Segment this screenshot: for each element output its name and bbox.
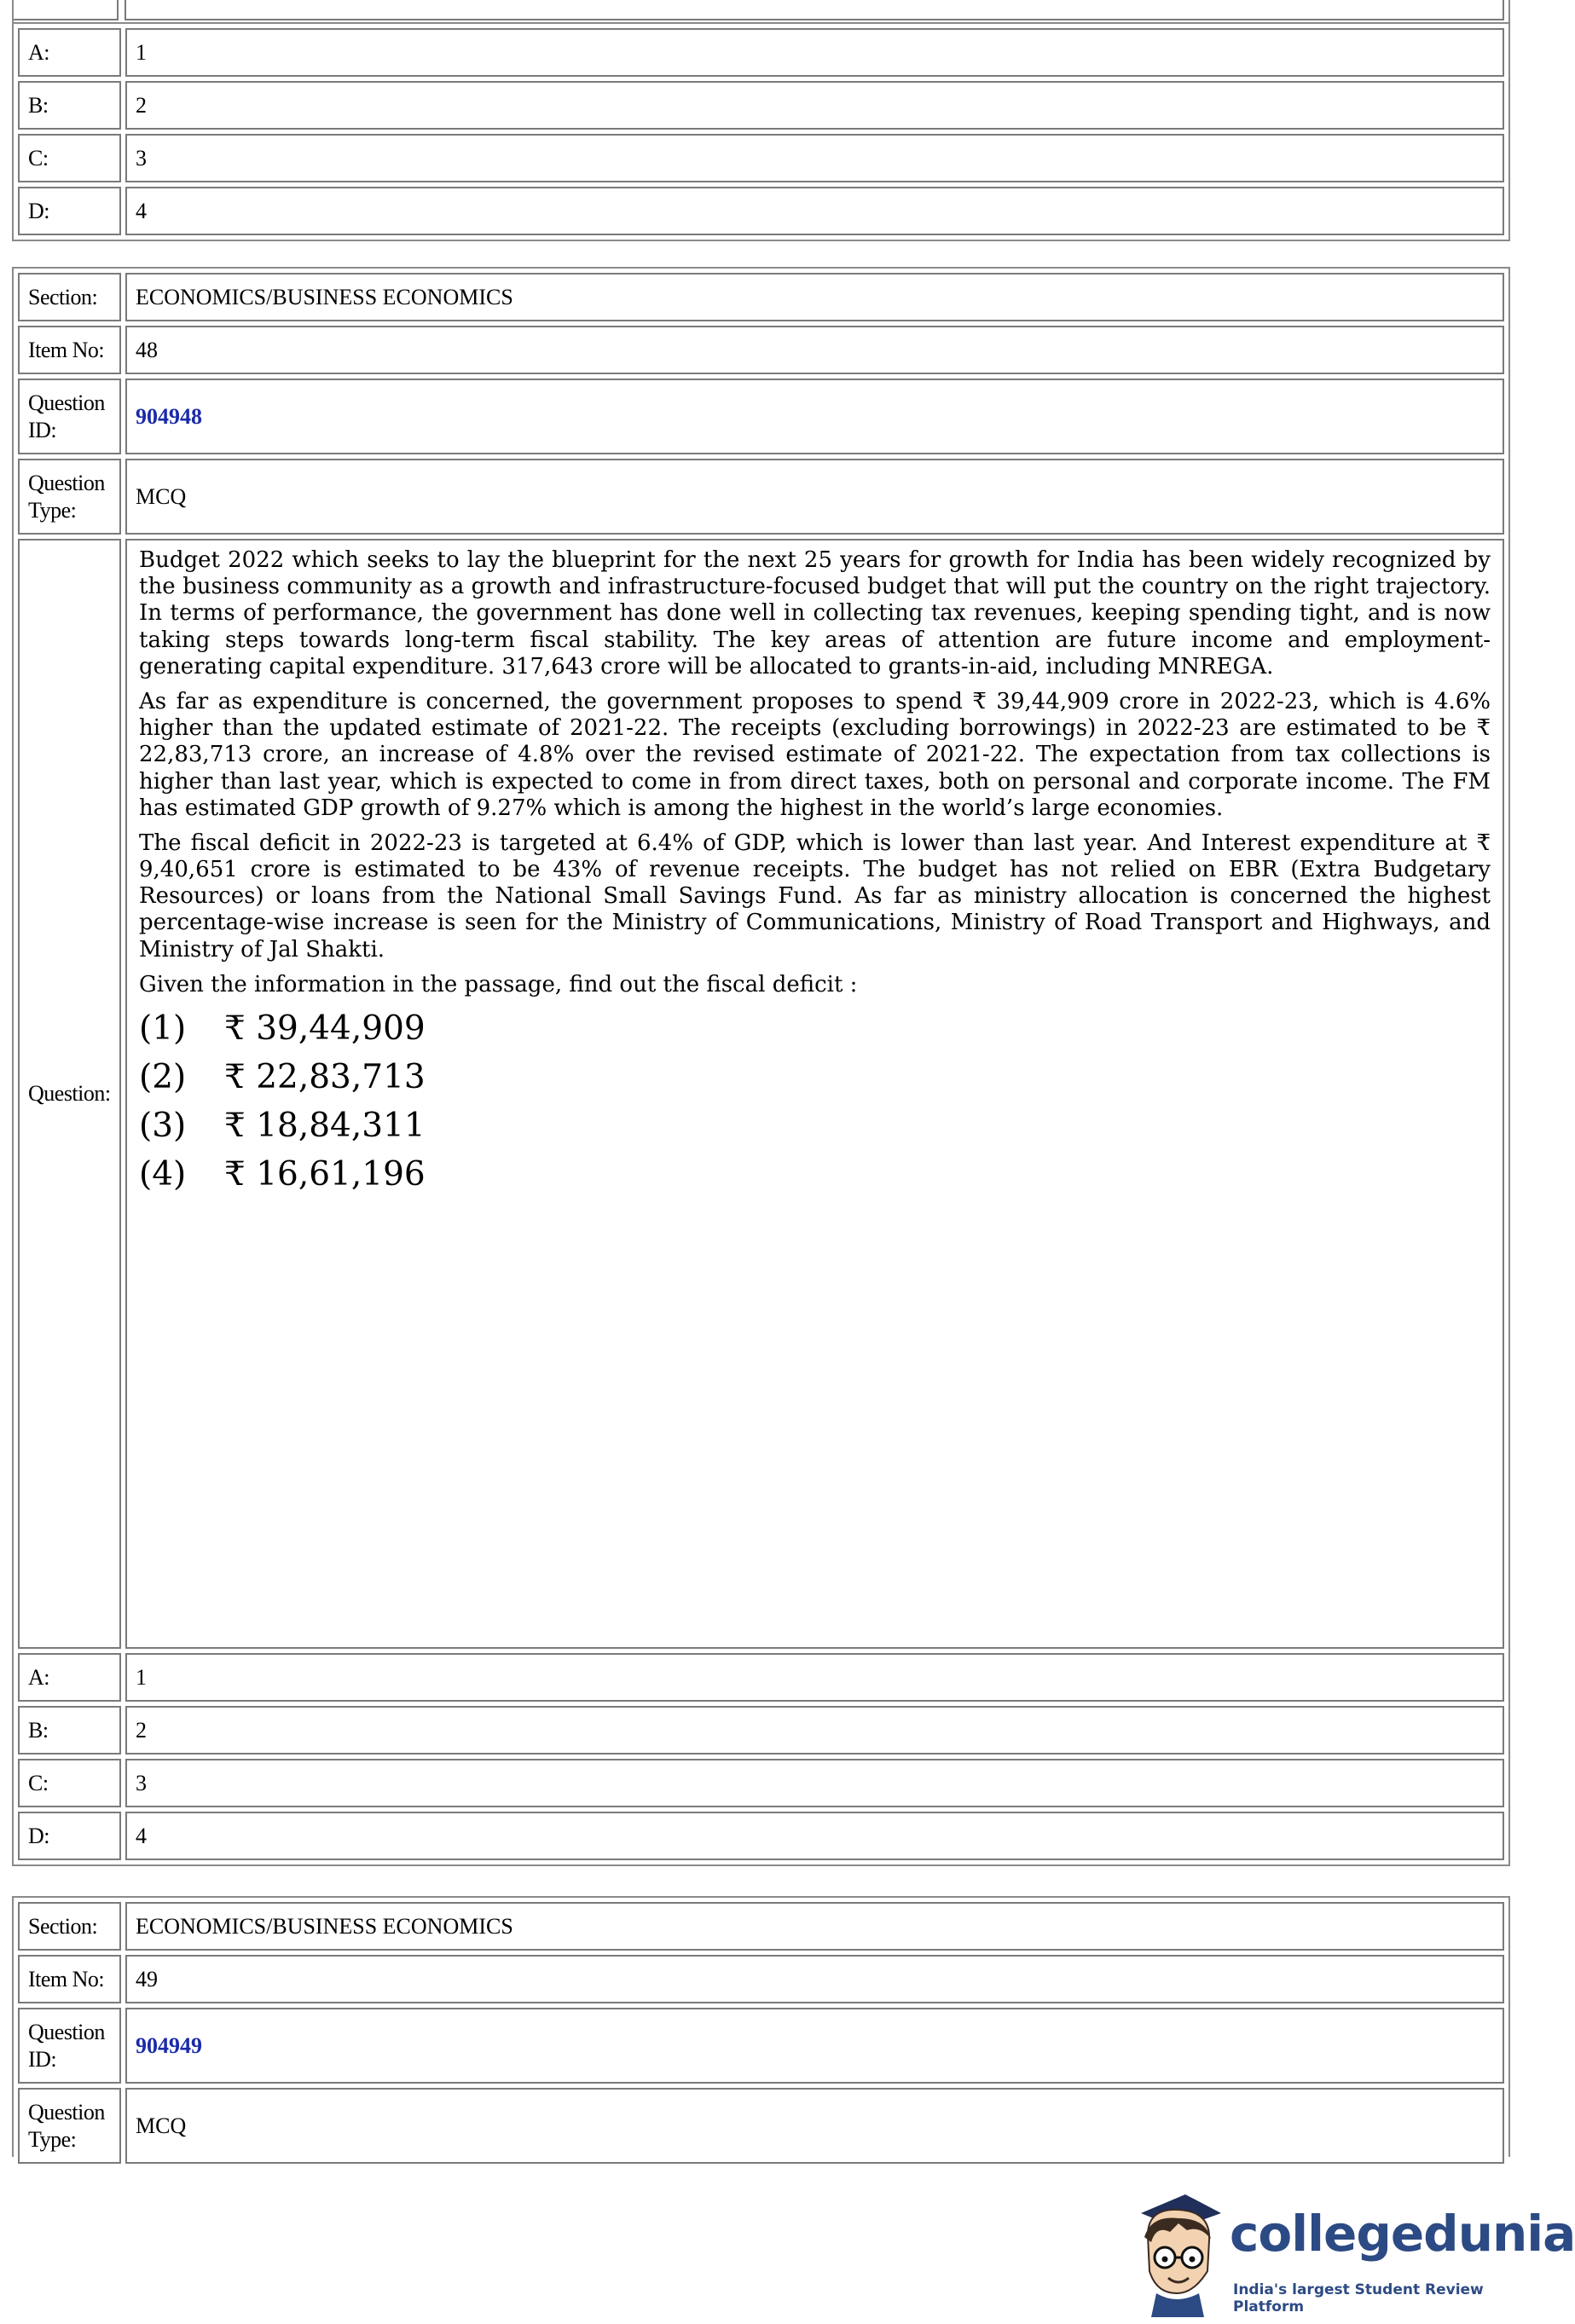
answer-d-value: 4 — [125, 1812, 1504, 1860]
question-type-label: Question Type: — [18, 459, 121, 535]
question-id-label: Question ID: — [18, 2008, 121, 2084]
answer-a-value: 1 — [125, 1653, 1504, 1702]
question-type-label: Question Type: — [18, 2088, 121, 2164]
answer-b-label: B: — [18, 1706, 121, 1755]
option-text: ₹ 39,44,909 — [224, 1009, 426, 1049]
question-id-label: Question ID: — [18, 379, 121, 454]
option-number: (3) — [139, 1107, 187, 1146]
option-item — [139, 1102, 1491, 1151]
item-no-label: Item No: — [18, 1955, 121, 2003]
answer-c-label: C: — [18, 1759, 121, 1807]
option-item — [139, 1151, 1491, 1200]
mascot-icon — [1126, 2189, 1228, 2317]
option-b-label: B: — [18, 81, 121, 130]
option-number: (1) — [139, 1009, 187, 1049]
answer-a-label: A: — [18, 1653, 121, 1702]
brand-name: collegedunia — [1230, 2205, 1575, 2263]
question-type-value: MCQ — [125, 2088, 1504, 2164]
brand-tagline: India's largest Student Review Platform — [1233, 2281, 1484, 2315]
option-c-value: 3 — [125, 134, 1504, 182]
option-text: ₹ 18,84,311 — [224, 1107, 426, 1146]
option-number: (4) — [139, 1155, 187, 1194]
option-d-value: 4 — [125, 187, 1504, 235]
collegedunia-logo — [1126, 2189, 1575, 2317]
option-d-label: D: — [18, 187, 121, 235]
item-no-value: 49 — [125, 1955, 1504, 2003]
section-value: ECONOMICS/BUSINESS ECONOMICS — [125, 1902, 1504, 1951]
question-label: Question: — [18, 539, 121, 1649]
option-a-value: 1 — [125, 28, 1504, 77]
question-49-block — [12, 1896, 1510, 2157]
question-id-value: 904949 — [125, 2008, 1504, 2084]
option-item — [139, 1054, 1491, 1102]
item-no-label: Item No: — [18, 326, 121, 374]
question-paragraph: Budget 2022 which seeks to lay the blueprint for the next 25 years for growth for India has been widely recognized by the business community as a growth and infrastructure-focused budget that will put the country on the right trajectory. In terms of performance, the government has done well in collecting tax revenues, keeping spending tight, and is now taking steps towards long-term fiscal stability. The key areas of attention are future income and employment-generating capital expenditure. 317,643 crore will be allocated to grants-in-aid, including MNREGA. — [139, 547, 1491, 679]
question-type-value: MCQ — [125, 459, 1504, 535]
previous-answers-block — [12, 22, 1510, 241]
option-c-label: C: — [18, 134, 121, 182]
option-text: ₹ 22,83,713 — [224, 1058, 426, 1097]
section-label: Section: — [18, 1902, 121, 1951]
question-id-value: 904948 — [125, 379, 1504, 454]
option-b-value: 2 — [125, 81, 1504, 130]
options-list — [139, 1005, 1491, 1200]
option-number: (2) — [139, 1058, 187, 1097]
item-no-value: 48 — [125, 326, 1504, 374]
question-48-block — [12, 267, 1510, 1866]
question-paragraph: The fiscal deficit in 2022-23 is targeted at 6.4% of GDP, which is lower than last year. And Interest expenditure at ₹ 9,40,651 crore is estimated to be 43% of revenue receipts. The budget has not relied on EBR (Extra Budgetary Resources) or loans from the National Small Savings Fund. As far as ministry allocation is concerned the highest percentage-wise increase is seen for the Ministry of Communications, Ministry of Road Transport and Highways, and Ministry of Jal Shakti. — [139, 830, 1491, 963]
answer-d-label: D: — [18, 1812, 121, 1860]
answer-b-value: 2 — [125, 1706, 1504, 1755]
section-value: ECONOMICS/BUSINESS ECONOMICS — [125, 273, 1504, 321]
option-a-label: A: — [18, 28, 121, 77]
question-prompt: Given the information in the passage, find out the fiscal deficit : — [139, 971, 858, 997]
answer-c-value: 3 — [125, 1759, 1504, 1807]
section-label: Section: — [18, 273, 121, 321]
option-text: ₹ 16,61,196 — [224, 1155, 426, 1194]
question-paragraph: As far as expenditure is concerned, the government proposes to spend ₹ 39,44,909 crore in 2022-23, which is 4.6% higher than the updated estimate of 2021-22. The receipts (excluding borrowings) in 2022-23 are estimated to be ₹ 22,83,713 crore, an increase of 4.8% over the revised estimate of 2021-22. The expectation from tax collections is higher than last year, which is expected to come in from direct taxes, both on personal and corporate income. The FM has estimated GDP growth of 9.27% which is among the highest in the world’s large economies. — [139, 688, 1491, 821]
question-body — [125, 539, 1504, 1649]
option-item — [139, 1005, 1491, 1054]
